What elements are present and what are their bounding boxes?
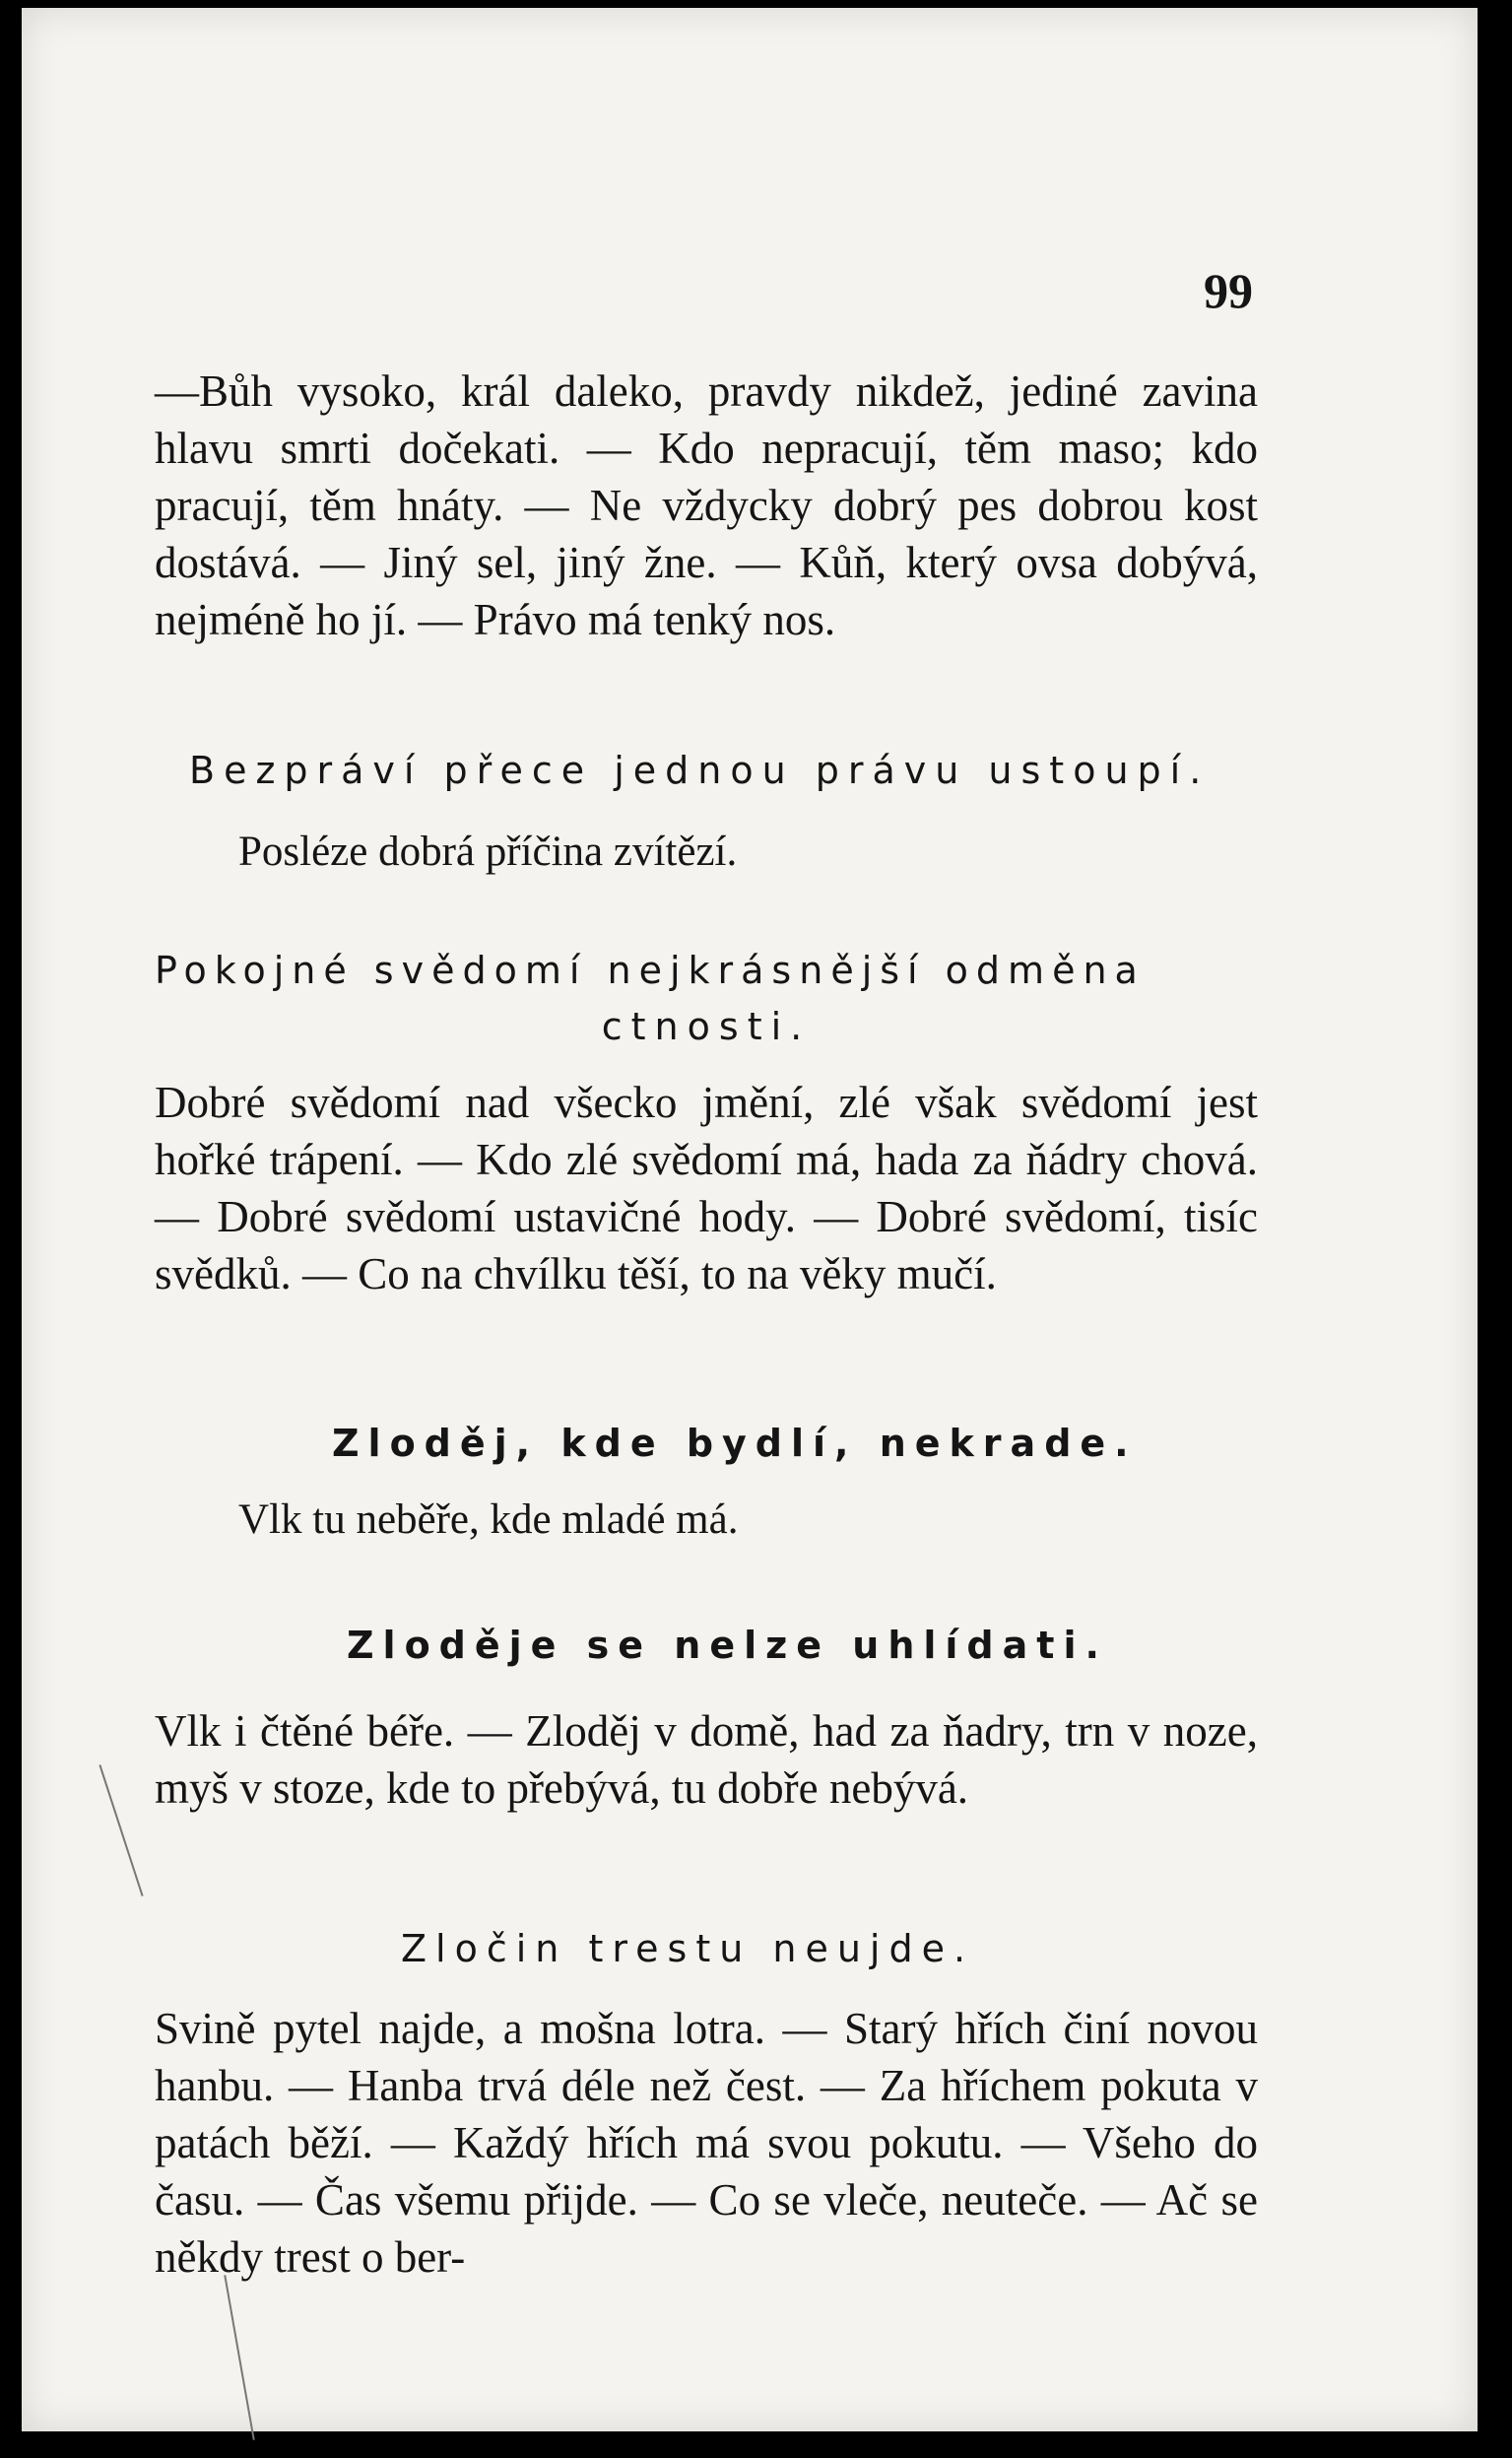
section-heading: Zločin trestu neujde. bbox=[401, 1927, 975, 1970]
page-number: 99 bbox=[1204, 263, 1253, 318]
book-page bbox=[22, 8, 1478, 2431]
section-heading: Zloděj, kde bydlí, nekrade. bbox=[332, 1422, 1138, 1465]
paper-scratch bbox=[99, 1764, 143, 1896]
proverb-paragraph: Svině pytel najde, a mošna lotra. — Starý hřích činí novou hanbu. — Hanba trvá déle než čest. — Za hříchem pokuta v patách běží. — Každý hřích má svou pokutu. — Všeho do času. — Čas všemu přijde. — Co se vleče, neuteče. — Ač se někdy trest o ber- bbox=[155, 2004, 1258, 2282]
proverb-paragraph: Vlk i čtěné béře. — Zloděj v domě, had za ňadry, trn v noze, myš v stoze, kde to přebývá, tu dobře nebývá. bbox=[155, 1706, 1258, 1813]
section-heading-continued: ctnosti. bbox=[601, 1005, 812, 1048]
section-subheading: Posléze dobrá příčina zvítězí. bbox=[238, 829, 738, 875]
section-heading: Zloděje se nelze uhlídati. bbox=[347, 1624, 1108, 1667]
paper-scratch bbox=[224, 2275, 254, 2440]
proverb-paragraph: —Bůh vysoko, král daleko, pravdy nikdež, jediné zavina hlavu smrti dočekati. — Kdo nepracují, těm maso; kdo pracují, těm hnáty. — Ne vždycky dobrý pes dobrou kost dostává. — Jiný sel, jiný žne. — Kůň, který ovsa dobývá, nejméně ho jí. — Právo má tenký nos. bbox=[155, 366, 1258, 644]
section-subheading: Vlk tu neběře, kde mladé má. bbox=[238, 1496, 739, 1543]
section-heading: Pokojné svědomí nejkrásnější odměna bbox=[155, 949, 1146, 992]
proverb-paragraph: Dobré svědomí nad všecko jmění, zlé však svědomí jest hořké trápení. — Kdo zlé svědomí má, hada za ňádry chová. — Dobré svědomí ustavičné hody. — Dobré svědomí, tisíc svědků. — Co na chvílku těší, to na věky mučí. bbox=[155, 1078, 1258, 1298]
section-heading: Bezpráví přece jednou právu ustoupí. bbox=[189, 749, 1211, 792]
